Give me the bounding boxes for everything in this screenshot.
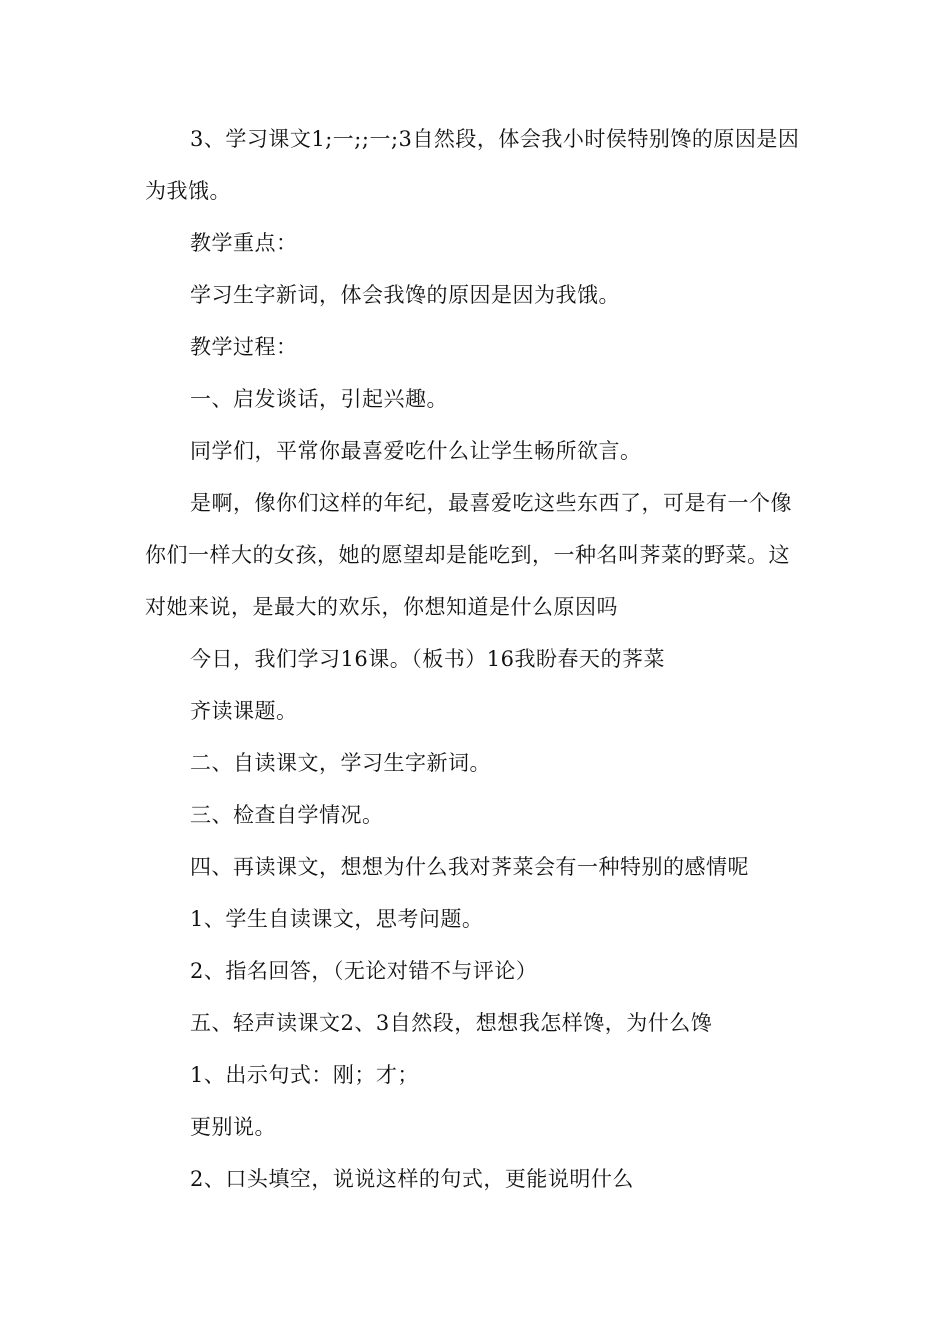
- paragraph-read-title: 齐读课题。: [190, 699, 298, 723]
- paragraph-step-4: 四、再读课文，想想为什么我对荠菜会有一种特别的感情呢: [190, 855, 749, 879]
- paragraph-teaching-process-heading: 教学过程：: [190, 335, 298, 359]
- paragraph-objective-3: 3、学习课文1;一;;一;3自然段，体会我小时侯特别馋的原因是因为我饿。: [145, 127, 800, 203]
- paragraph-step-5-item-1: 1、出示句式：刚；才；: [190, 1063, 419, 1087]
- paragraph-question: 同学们，平常你最喜爱吃什么让学生畅所欲言。: [190, 439, 642, 463]
- paragraph-teaching-focus-heading: 教学重点：: [190, 231, 298, 255]
- paragraph-step-5-item-1-cont: 更别说。: [190, 1115, 276, 1139]
- paragraph-step-5-item-2: 2、口头填空，说说这样的句式，更能说明什么: [190, 1167, 634, 1191]
- paragraph-step-1: 一、启发谈话，引起兴趣。: [190, 387, 448, 411]
- paragraph-introduction: 是啊，像你们这样的年纪，最喜爱吃这些东西了，可是有一个像你们一样大的女孩，她的愿望却是能吃到，一种名叫荠菜的野菜。这对她来说，是最大的欢乐，你想知道是什么原因吗: [145, 491, 792, 619]
- paragraph-step-2: 二、自读课文，学习生字新词。: [190, 751, 491, 775]
- paragraph-lesson-title: 今日，我们学习16课。（板书）16我盼春天的荠菜: [190, 647, 665, 671]
- paragraph-step-5: 五、轻声读课文2、3自然段，想想我怎样馋，为什么馋: [190, 1011, 713, 1035]
- paragraph-step-4-item-1: 1、学生自读课文，思考问题。: [190, 907, 484, 931]
- document-body: [145, 113, 805, 1205]
- paragraph-step-3: 三、检查自学情况。: [190, 803, 384, 827]
- paragraph-step-4-item-2: 2、指名回答，（无论对错不与评论）: [190, 959, 538, 983]
- paragraph-teaching-focus: 学习生字新词，体会我馋的原因是因为我饿。: [190, 283, 620, 307]
